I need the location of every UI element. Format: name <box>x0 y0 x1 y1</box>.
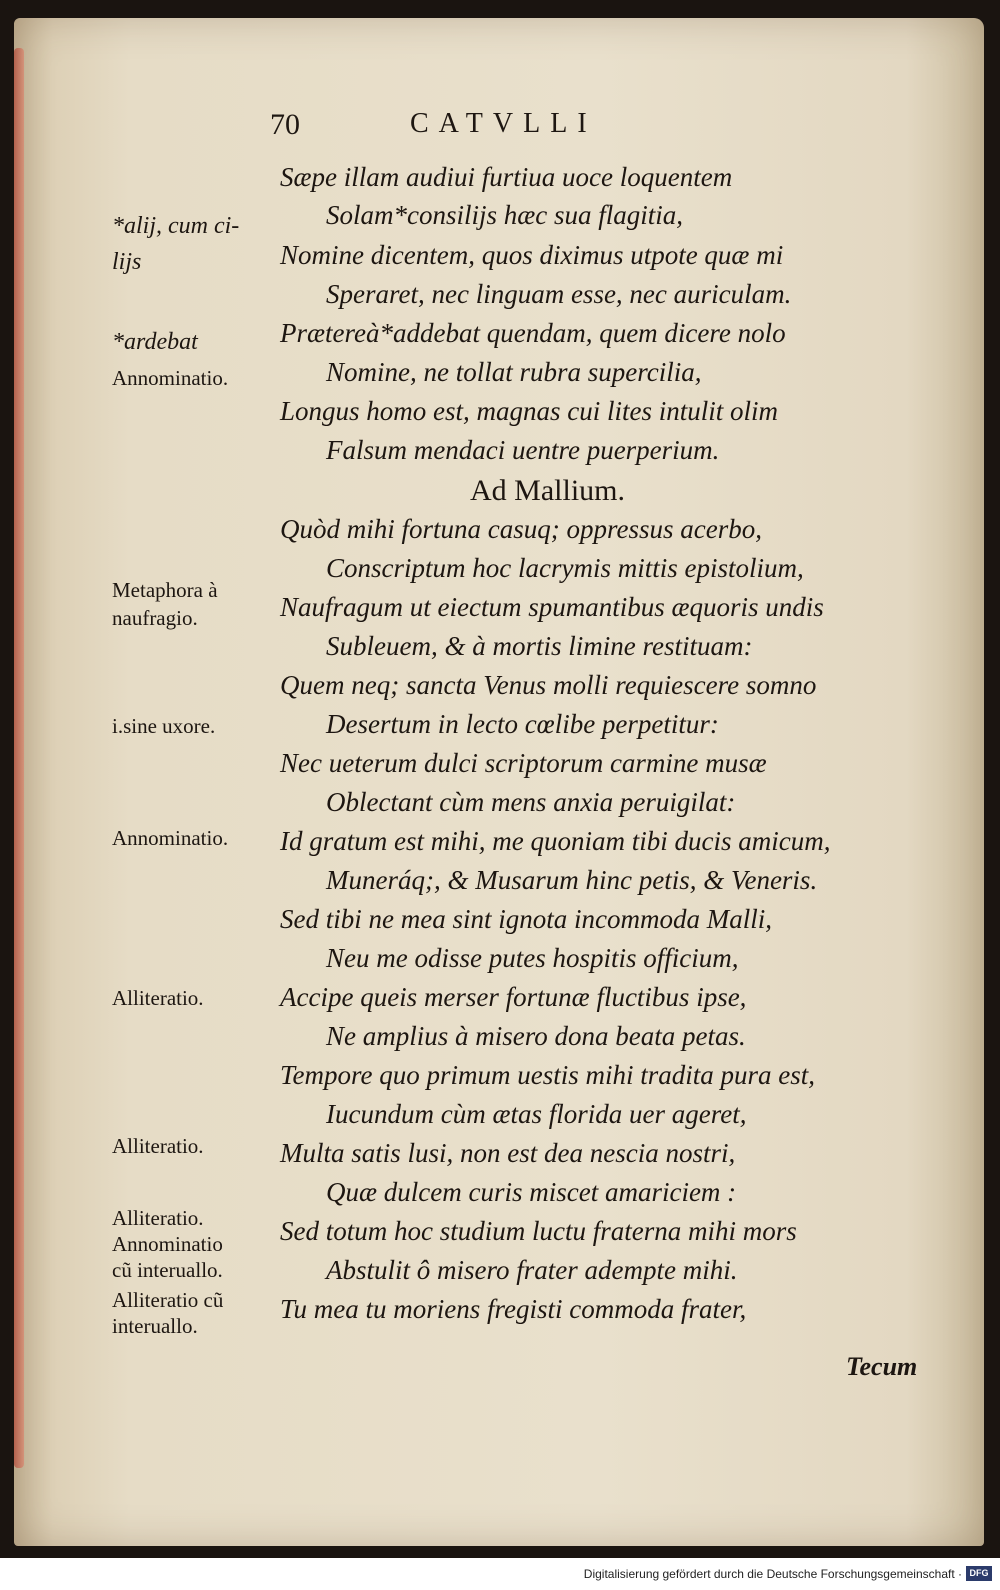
verse-line: Prætereà*addebat quendam, quem dicere nolo <box>280 318 786 348</box>
dfg-logo: DFG <box>966 1566 992 1581</box>
marginal-note: i.sine uxore. <box>112 714 216 738</box>
verse-line: Id gratum est mihi, me quoniam tibi ducis amicum, <box>280 826 831 856</box>
verse-line: Ne amplius à misero dona beata petas. <box>326 1021 746 1051</box>
verse-line: Falsum mendaci uentre puerperium. <box>326 435 720 465</box>
verse-line: Iucundum cùm ætas florida uer ageret, <box>326 1099 747 1129</box>
verse-line: Nec ueterum dulci scriptorum carmine musæ <box>280 748 767 778</box>
verse-line: Quæ dulcem curis miscet amariciem : <box>326 1177 737 1207</box>
page-number: 70 <box>270 108 300 141</box>
verse-line: Quem neq; sancta Venus molli requiescere somno <box>280 670 817 700</box>
verse-line: Accipe queis merser fortunæ fluctibus ipse, <box>280 982 747 1012</box>
red-page-edge <box>14 48 24 1468</box>
verse-line: Quòd mihi fortuna casuq; oppressus acerbo, <box>280 514 762 544</box>
marginal-note: Metaphora à <box>112 578 218 602</box>
verse-line: Nomine, ne tollat rubra supercilia, <box>326 357 702 387</box>
poem-title: Ad Mallium. <box>470 474 625 507</box>
marginal-note: Annominatio. <box>112 366 229 390</box>
marginal-note: *alij, cum ci- <box>112 213 240 239</box>
verse-line: Tempore quo primum uestis mihi tradita pura est, <box>280 1060 816 1090</box>
funding-credit: Digitalisierung gefördert durch die Deutsche Forschungsgemeinschaft · <box>583 1567 962 1581</box>
marginal-note: Annominatio. <box>112 826 229 850</box>
page-header <box>270 108 690 148</box>
verse-line: Sæpe illam audiui furtiua uoce loquentem <box>280 162 733 192</box>
verse-line: Desertum in lecto cœlibe perpetitur: <box>326 709 719 739</box>
marginal-note: lijs <box>112 249 142 275</box>
marginal-note: Alliteratio cũ <box>112 1288 224 1312</box>
verse-line: Naufragum ut eiectum spumantibus æquoris undis <box>280 592 824 622</box>
verse-line: Nomine dicentem, quos diximus utpote quæ mi <box>280 240 784 270</box>
running-title: CATVLLI <box>410 108 597 139</box>
verse-line: Subleuem, & à mortis limine restituam: <box>326 631 753 661</box>
marginal-note: naufragio. <box>112 606 198 630</box>
marginal-note: cũ interuallo. <box>112 1258 223 1282</box>
marginal-note: Annominatio <box>112 1232 223 1256</box>
verse-line: Sed tibi ne mea sint ignota incommoda Malli, <box>280 904 772 934</box>
marginal-note: Alliteratio. <box>112 1134 204 1158</box>
verse-line: Muneráq;, & Musarum hinc petis, & Veneris. <box>326 865 818 895</box>
verse-line: Solam*consilijs hæc sua flagitia, <box>326 200 684 230</box>
marginal-note: interuallo. <box>112 1314 198 1338</box>
verse-line: Conscriptum hoc lacrymis mittis epistolium, <box>326 553 804 583</box>
verse-line: Speraret, nec linguam esse, nec auriculam. <box>326 279 792 309</box>
marginal-note: Alliteratio. <box>112 986 204 1010</box>
marginal-note: *ardebat <box>112 329 198 355</box>
verse-line: Abstulit ô misero frater adempte mihi. <box>326 1255 738 1285</box>
verse-line: Neu me odisse putes hospitis officium, <box>326 943 739 973</box>
verse-line: Longus homo est, magnas cui lites intulit olim <box>280 396 779 426</box>
verse-line: Multa satis lusi, non est dea nescia nostri, <box>280 1138 736 1168</box>
marginal-note: Alliteratio. <box>112 1206 204 1230</box>
verse-line: Oblectant cùm mens anxia peruigilat: <box>326 787 736 817</box>
verse-line: Tu mea tu moriens fregisti commoda frater, <box>280 1294 747 1324</box>
verse-line: Sed totum hoc studium luctu fraterna mihi mors <box>280 1216 797 1246</box>
catchword: Tecum <box>846 1352 918 1381</box>
